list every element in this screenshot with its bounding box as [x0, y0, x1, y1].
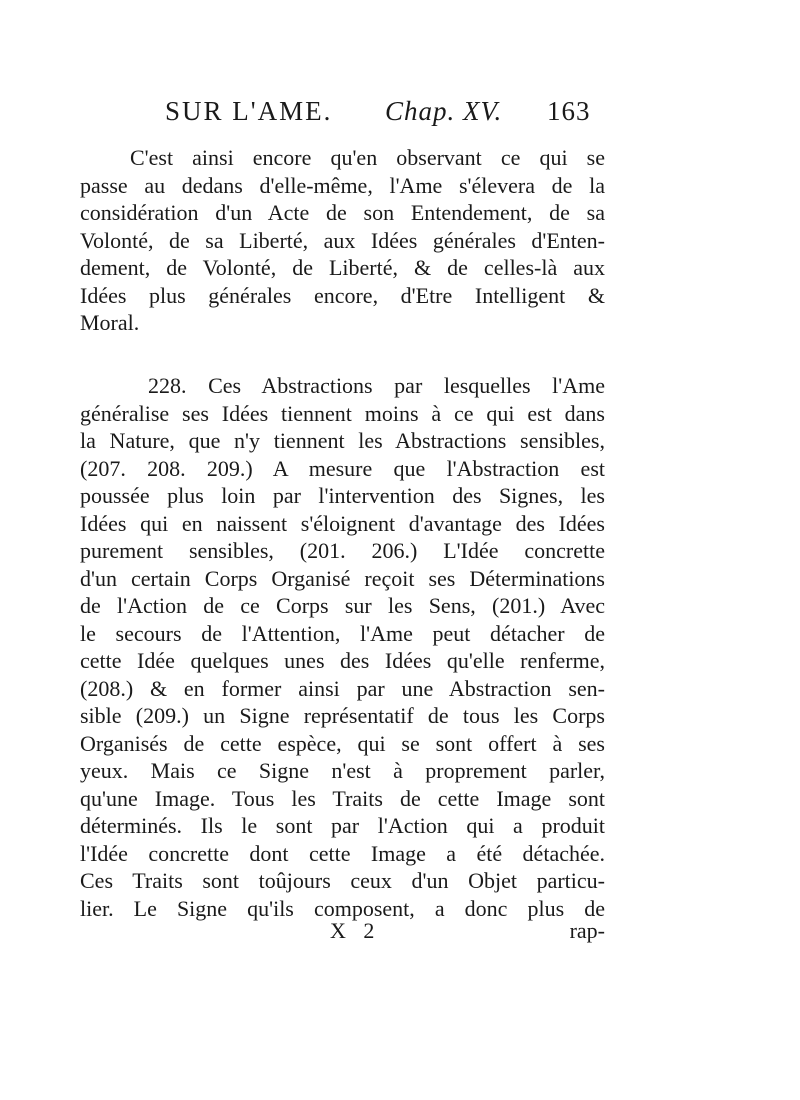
text-line: purement sensibles, (201. 206.) L'Idée concrette: [80, 538, 605, 563]
catchword: rap-: [569, 918, 605, 943]
text-line: l'Idée concrette dont cette Image a été détachée.: [80, 840, 605, 866]
text-line: Idées qui en naissent s'éloignent d'avantage des Idées: [80, 510, 605, 536]
text-line: lier. Le Signe qu'ils composent, a donc plus de: [80, 895, 605, 921]
text-line: considération d'un Acte de son Entendement, de sa: [80, 200, 605, 225]
text-line: yeux. Mais ce Signe n'est à proprement parler,: [80, 758, 605, 783]
text-line: d'un certain Corps Organisé reçoit ses Déterminations: [80, 565, 605, 591]
text-line: poussée plus loin par l'intervention des Signes, les: [80, 483, 605, 508]
page-number: 163: [547, 96, 591, 126]
text-line: Moral.: [80, 310, 140, 335]
text-line: C'est ainsi encore qu'en observant ce qui se: [130, 145, 605, 170]
text-line: de l'Action de ce Corps sur les Sens, (201.) Avec: [80, 593, 605, 618]
page-footer: [80, 918, 605, 950]
text-line: passe au dedans d'elle-même, l'Ame s'élevera de la: [80, 172, 605, 198]
paragraph-228: [80, 372, 605, 922]
text-line: déterminés. Ils le sont par l'Action qui a produit: [80, 813, 605, 838]
paragraph-1: [80, 144, 605, 337]
text-line: Organisés de cette espèce, qui se sont offert à ses: [80, 730, 605, 756]
text-line: Ces Traits sont toûjours ceux d'un Objet particu-: [80, 868, 605, 893]
text-line: 228. Ces Abstractions par lesquelles l'Ame: [148, 373, 605, 398]
text-line: qu'une Image. Tous les Traits de cette Image sont: [80, 785, 605, 811]
text-line: cette Idée quelques unes des Idées qu'elle renferme,: [80, 648, 605, 673]
running-head: [80, 96, 610, 136]
text-line: le secours de l'Attention, l'Ame peut détacher de: [80, 620, 605, 646]
text-line: généralise ses Idées tiennent moins à ce qui est dans: [80, 400, 605, 426]
chapter-label: Chap. XV.: [385, 96, 503, 126]
text-line: Volonté, de sa Liberté, aux Idées générales d'Enten-: [80, 227, 605, 253]
text-line: dement, de Volonté, de Liberté, & de celles-là aux: [80, 255, 605, 280]
text-line: Idées plus générales encore, d'Etre Intelligent &: [80, 282, 605, 308]
running-title: SUR L'AME.: [165, 96, 333, 126]
signature-mark: X 2: [330, 918, 381, 943]
text-line: la Nature, que n'y tiennent les Abstractions sensibles,: [80, 428, 605, 453]
text-line: (208.) & en former ainsi par une Abstraction sen-: [80, 675, 605, 701]
text-line: sible (209.) un Signe représentatif de tous les Corps: [80, 703, 605, 728]
text-line: (207. 208. 209.) A mesure que l'Abstraction est: [80, 455, 605, 481]
